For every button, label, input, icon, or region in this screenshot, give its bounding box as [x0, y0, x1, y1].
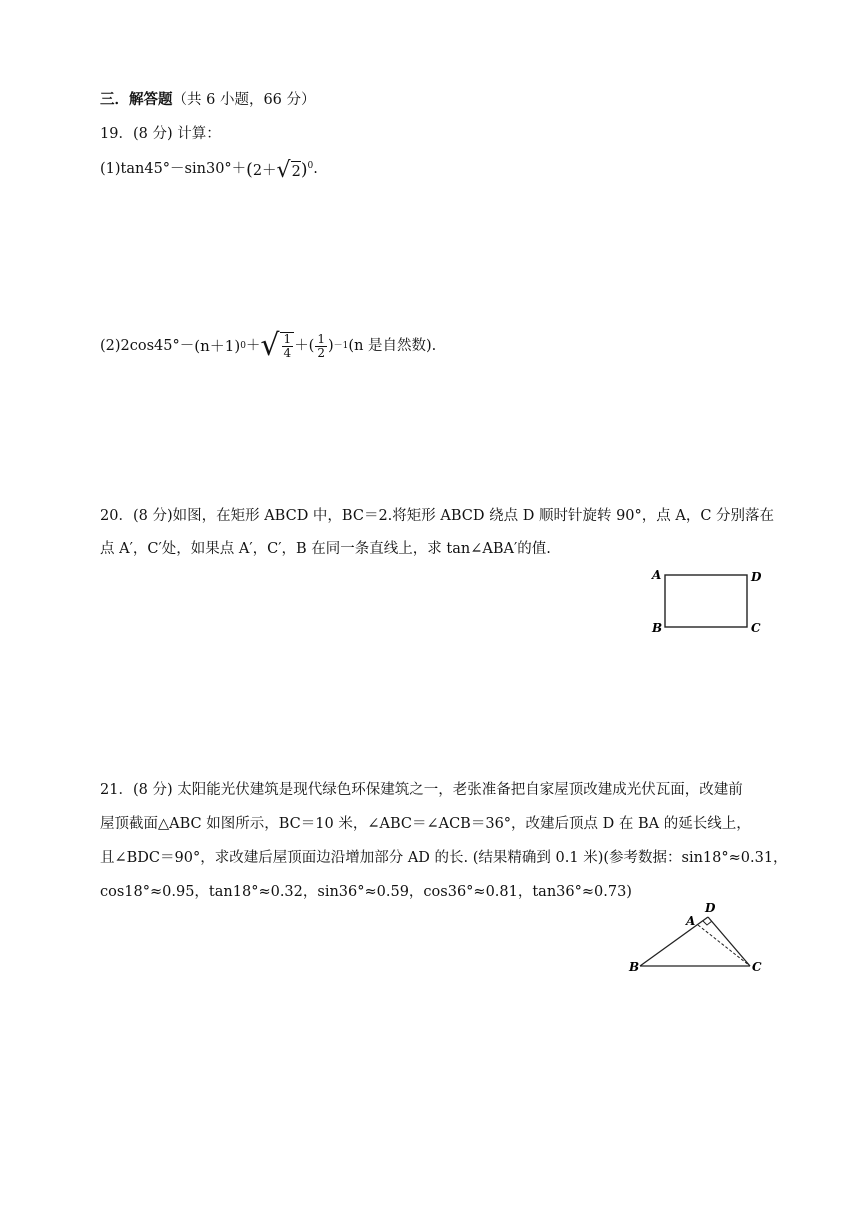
label-d: D [705, 901, 716, 915]
q21-line2: 屋顶截面△ABC 如图所示，BC＝10 米，∠ABC＝∠ACB＝36°，改建后顶点 D 在 BA 的延长线上， [100, 816, 751, 832]
paren-open: ( [246, 160, 253, 180]
sqrt-two [276, 158, 301, 183]
q20-text [100, 500, 775, 566]
q20-line2: 点 A′，C′处，如果点 A′，C′，B 在同一条直线上，求 tan∠ABA′的值. [100, 541, 551, 557]
q21-roof-figure [626, 900, 768, 980]
section-note: （共 6 小题，66 分） [172, 92, 316, 108]
segment-bd [640, 917, 708, 966]
fraction-one-half [315, 333, 327, 360]
q19-part1 [100, 156, 318, 182]
segment-ac-dashed [698, 925, 750, 966]
term-two: 2＋ [252, 163, 277, 179]
label-c: C [752, 960, 762, 974]
label-b: B [629, 960, 640, 974]
label-b: B [652, 621, 663, 635]
segment-dc [708, 917, 750, 966]
frac-den: 2 [317, 345, 325, 360]
paren-expr: (n＋1) [194, 337, 241, 355]
q20-line1: 20．(8 分)如图，在矩形 ABCD 中，BC＝2.将矩形 ABCD 绕点 D 顺时针旋转 90°，点 A，C 分别落在 [100, 508, 775, 524]
radical-icon: √ [260, 328, 280, 363]
q21-line1: 21．(8 分) 太阳能光伏建筑是现代绿色环保建筑之一，老张准备把自家屋顶改建成光伏瓦面，改建前 [100, 782, 743, 798]
exponent: 0 [307, 161, 314, 171]
q19-header: 19．(8 分) 计算： [100, 126, 221, 142]
radical-icon: √ [276, 158, 291, 183]
label-d: D [751, 570, 762, 584]
sqrt-quarter [260, 328, 294, 363]
label-a: A [686, 914, 696, 928]
frac-num: 1 [283, 332, 292, 346]
right-angle-mark [703, 921, 712, 925]
plus-open-paren: ＋( [294, 338, 315, 354]
q19-part2-suffix: (n 是自然数). [348, 338, 437, 354]
frac-num: 1 [317, 331, 325, 346]
label-c: C [751, 621, 761, 635]
exponent-neg-one: －1 [333, 341, 349, 351]
paren-close: ) [300, 160, 308, 180]
frac-den: 4 [283, 346, 292, 360]
q21-line4: cos18°≈0.95，tan18°≈0.32，sin36°≈0.59，cos36°≈0.81，tan36°≈0.73) [100, 884, 632, 900]
q19-part2-prefix: (2)2cos45°－ [100, 338, 195, 354]
q21-line3: 且∠BDC＝90°，求改建后屋顶面边沿增加部分 AD 的长. (结果精确到 0.1 米)(参考数据：sin18°≈0.31， [100, 850, 788, 866]
close-paren: ) [328, 338, 334, 354]
q21-text [100, 773, 788, 909]
section-label: 三．解答题 [100, 91, 173, 108]
q19-part1-prefix: (1)tan45°－sin30°＋ [100, 160, 247, 177]
q19-part2 [100, 326, 436, 366]
exponent-zero: 0 [240, 341, 246, 351]
section-header [100, 90, 316, 110]
label-a: A [652, 568, 662, 582]
fraction-one-quarter [282, 333, 294, 360]
radicand: 2 [291, 161, 301, 182]
plus-sign: ＋ [245, 338, 261, 354]
rectangle-abcd [665, 575, 747, 627]
q20-rectangle-figure [648, 566, 768, 636]
q19-part1-expr [246, 156, 313, 182]
q19-part1-suffix: . [313, 160, 318, 177]
radicand-frac [280, 332, 295, 360]
